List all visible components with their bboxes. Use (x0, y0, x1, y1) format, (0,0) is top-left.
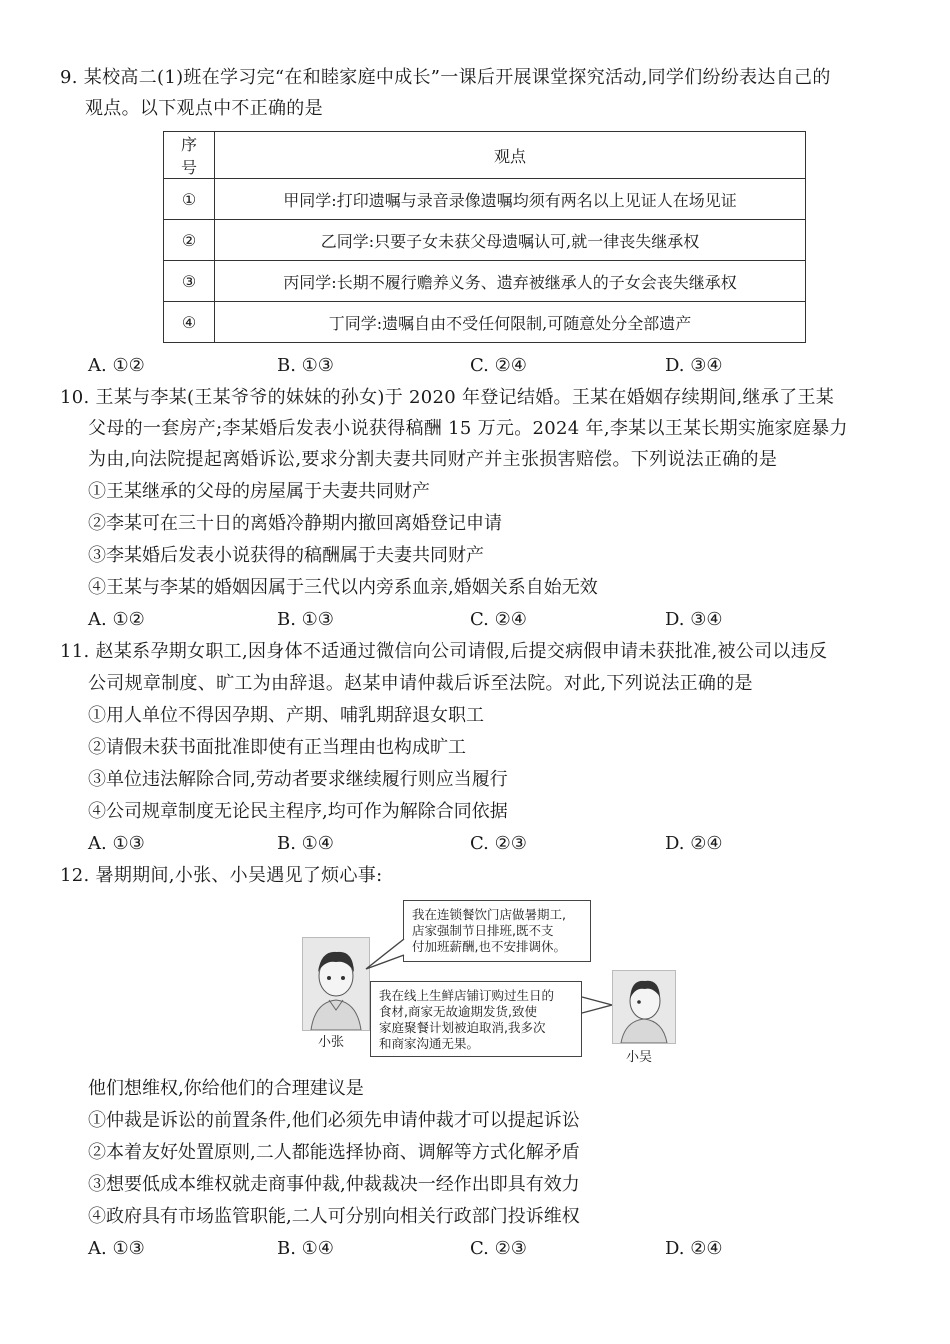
row-number: ④ (164, 302, 215, 343)
header-number: 序号 (164, 132, 215, 179)
bubble-top (403, 900, 591, 962)
q11-option-c[interactable]: C. ②③ (470, 833, 527, 854)
q10-option-d[interactable]: D. ③④ (665, 609, 723, 630)
xiaowu-portrait (612, 970, 676, 1044)
bubble-bottom (370, 981, 582, 1057)
q10-item-1: ①王某继承的父母的房屋属于夫妻共同财产 (88, 481, 430, 502)
q12-comic-illustration (300, 893, 680, 1063)
header-view: 观点 (215, 132, 806, 179)
name-left: 小张 (318, 1035, 345, 1050)
table-row (164, 220, 806, 261)
q10-stem-line3: 为由,向法院提起离婚诉讼,要求分割夫妻共同财产并主张损害赔偿。下列说法正确的是 (88, 449, 778, 470)
name-right: 小吴 (626, 1050, 653, 1065)
table-row (164, 261, 806, 302)
q11-option-b[interactable]: B. ①④ (277, 833, 334, 854)
q11-item-4: ④公司规章制度无论民主程序,均可作为解除合同依据 (88, 801, 508, 822)
q11-item-2: ②请假未获书面批准即使有正当理由也构成旷工 (88, 737, 466, 758)
q9-option-b[interactable]: B. ①③ (277, 355, 334, 376)
q11-option-d[interactable]: D. ②④ (665, 833, 723, 854)
q9-option-a[interactable]: A. ①② (88, 355, 145, 376)
q12-option-a[interactable]: A. ①③ (88, 1238, 145, 1259)
q12-item-2: ②本着友好处置原则,二人都能选择协商、调解等方式化解矛盾 (88, 1142, 580, 1163)
q10-option-a[interactable]: A. ①② (88, 609, 145, 630)
q9-stem-line1: 9. 某校高二(1)班在学习完“在和睦家庭中成长”一课后开展课堂探究活动,同学们纷纷表达自己的 (60, 67, 831, 88)
q12-option-b[interactable]: B. ①④ (277, 1238, 334, 1259)
q10-option-c[interactable]: C. ②④ (470, 609, 527, 630)
row-view: 丁同学:遗嘱自由不受任何限制,可随意处分全部遗产 (215, 302, 806, 343)
table-row (164, 179, 806, 220)
q11-item-1: ①用人单位不得因孕期、产期、哺乳期辞退女职工 (88, 705, 484, 726)
q12-item-4: ④政府具有市场监管职能,二人可分别向相关行政部门投诉维权 (88, 1206, 580, 1227)
q9-option-c[interactable]: C. ②④ (470, 355, 527, 376)
q10-item-4: ④王某与李某的婚姻因属于三代以内旁系血亲,婚姻关系自始无效 (88, 577, 598, 598)
row-number: ① (164, 179, 215, 220)
bubble-top-line: 店家强制节日排班,既不支 (412, 923, 554, 938)
bubble-bottom-line: 食材,商家无故逾期发货,致使 (379, 1004, 537, 1019)
q9-views-table (163, 131, 806, 343)
q12-item-3: ③想要低成本维权就走商事仲裁,仲裁裁决一经作出即具有效力 (88, 1174, 580, 1195)
row-number: ② (164, 220, 215, 261)
row-view: 丙同学:长期不履行赡养义务、遗弃被继承人的子女会丧失继承权 (215, 261, 806, 302)
row-view: 甲同学:打印遗嘱与录音录像遗嘱均须有两名以上见证人在场见证 (215, 179, 806, 220)
bubble-top-line: 我在连锁餐饮门店做暑期工, (412, 907, 566, 922)
q12-item-1: ①仲裁是诉讼的前置条件,他们必须先申请仲裁才可以提起诉讼 (88, 1110, 580, 1131)
q10-stem-line1: 10. 王某与李某(王某爷爷的妹妹的孙女)于 2020 年登记结婚。王某在婚姻存续期间,继承了王某 (60, 387, 835, 408)
bubble-bottom-line: 家庭聚餐计划被迫取消,我多次 (379, 1020, 546, 1035)
q9-option-d[interactable]: D. ③④ (665, 355, 723, 376)
row-number: ③ (164, 261, 215, 302)
q10-option-b[interactable]: B. ①③ (277, 609, 334, 630)
row-view: 乙同学:只要子女未获父母遗嘱认可,就一律丧失继承权 (215, 220, 806, 261)
q10-item-3: ③李某婚后发表小说获得的稿酬属于夫妻共同财产 (88, 545, 484, 566)
q11-stem-line2: 公司规章制度、旷工为由辞退。赵某申请仲裁后诉至法院。对此,下列说法正确的是 (88, 673, 753, 694)
bubble-bottom-line: 和商家沟通无果。 (379, 1036, 480, 1051)
q12-option-c[interactable]: C. ②③ (470, 1238, 527, 1259)
table-header-row (164, 132, 806, 179)
q11-item-3: ③单位违法解除合同,劳动者要求继续履行则应当履行 (88, 769, 508, 790)
bubble-top-tail (362, 933, 408, 973)
q9-stem-line2: 观点。以下观点中不正确的是 (85, 98, 323, 119)
table-row (164, 302, 806, 343)
xiaozhang-portrait (302, 937, 370, 1031)
q12-stem-line1: 12. 暑期期间,小张、小吴遇见了烦心事: (60, 865, 383, 886)
bubble-bottom-line: 我在线上生鲜店铺订购过生日的 (379, 988, 555, 1003)
bubble-bottom-tail (580, 991, 616, 1021)
q12-prompt: 他们想维权,你给他们的合理建议是 (88, 1078, 364, 1099)
q11-option-a[interactable]: A. ①③ (88, 833, 145, 854)
bubble-top-line: 付加班薪酬,也不安排调休。 (412, 939, 566, 954)
q12-option-d[interactable]: D. ②④ (665, 1238, 723, 1259)
q10-stem-line2: 父母的一套房产;李某婚后发表小说获得稿酬 15 万元。2024 年,李某以王某长期实施家庭暴力 (88, 418, 848, 439)
q11-stem-line1: 11. 赵某系孕期女职工,因身体不适通过微信向公司请假,后提交病假申请未获批准,被公司以违反 (60, 641, 828, 662)
q10-item-2: ②李某可在三十日的离婚冷静期内撤回离婚登记申请 (88, 513, 502, 534)
